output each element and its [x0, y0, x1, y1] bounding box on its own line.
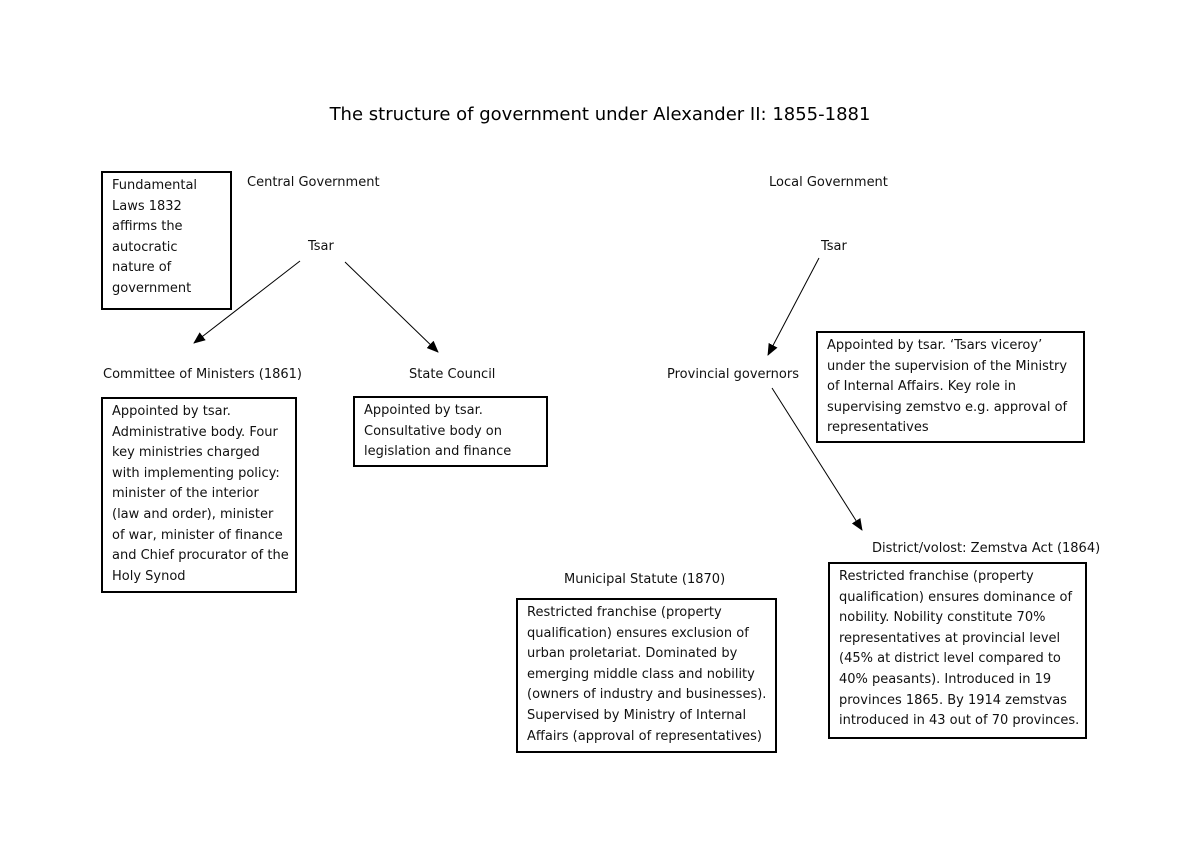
committee-line: key ministries charged [112, 445, 260, 461]
district-line: representatives at provincial level [839, 630, 1061, 646]
district-line: (45% at district level compared to [839, 651, 1061, 667]
state-council-line: legislation and finance [364, 444, 512, 460]
state-council-line: Consultative body on [364, 423, 502, 439]
committee-line: of war, minister of finance [112, 527, 283, 543]
state-council-line: Appointed by tsar. [364, 403, 483, 418]
district-volost-box [828, 562, 1087, 739]
municipal-line: emerging middle class and nobility [527, 666, 755, 682]
local-government-heading: Local Government [769, 175, 888, 190]
local-tsar-label: Tsar [821, 239, 847, 254]
committee-of-ministers-heading: Committee of Ministers (1861) [103, 367, 302, 382]
state-council-heading: State Council [409, 367, 496, 382]
municipal-statute-heading: Municipal Statute (1870) [564, 572, 726, 587]
municipal-line: Affairs (approval of representatives) [527, 728, 762, 744]
governors-line: supervising zemstvo e.g. approval of [827, 399, 1068, 415]
district-line: 40% peasants). Introduced in 19 [839, 671, 1052, 687]
fundamental-laws-line: government [112, 280, 192, 296]
central-government-heading: Central Government [247, 175, 380, 190]
fundamental-laws-line: nature of [112, 260, 172, 276]
district-line: provinces 1865. By 1914 zemstvas [839, 692, 1067, 708]
arrow-tsar-to-provincial-governors [768, 258, 819, 355]
committee-line: Appointed by tsar. [112, 404, 231, 419]
committee-line: Administrative body. Four [112, 424, 278, 440]
municipal-line: Supervised by Ministry of Internal [527, 707, 747, 723]
municipal-line: Restricted franchise (property [527, 605, 722, 620]
governors-line: under the supervision of the Ministry [827, 358, 1068, 374]
arrow-tsar-to-state-council [345, 262, 438, 352]
district-volost-heading: District/volost: Zemstva Act (1864) [872, 541, 1101, 556]
district-line: nobility. Nobility constitute 70% [839, 610, 1046, 626]
provincial-governors-box [816, 331, 1085, 443]
fundamental-laws-line: Fundamental [112, 178, 198, 193]
state-council-box [353, 396, 548, 467]
committee-of-ministers-box [101, 397, 297, 593]
district-line: introduced in 43 out of 70 provinces. [839, 713, 1080, 729]
committee-line: Holy Synod [112, 568, 186, 584]
committee-line: and Chief procurator of the [112, 548, 289, 564]
committee-line: minister of the interior [112, 486, 259, 502]
committee-line: (law and order), minister [112, 506, 274, 522]
municipal-line: qualification) ensures exclusion of [527, 625, 749, 641]
municipal-line: (owners of industry and businesses). [527, 687, 767, 703]
municipal-line: urban proletariat. Dominated by [527, 646, 738, 662]
district-line: qualification) ensures dominance of [839, 589, 1073, 605]
governors-line: of Internal Affairs. Key role in [827, 379, 1017, 395]
committee-line: with implementing policy: [112, 465, 280, 481]
municipal-statute-box [516, 598, 777, 753]
diagram-title: The structure of government under Alexander II: 1855-1881 [329, 104, 871, 125]
governors-line: representatives [827, 420, 929, 436]
district-line: Restricted franchise (property [839, 569, 1034, 584]
fundamental-laws-line: Laws 1832 [112, 198, 182, 214]
central-tsar-label: Tsar [308, 239, 334, 254]
governors-line: Appointed by tsar. ‘Tsars viceroy’ [827, 338, 1043, 353]
fundamental-laws-box [101, 171, 232, 310]
fundamental-laws-line: affirms the [112, 219, 183, 235]
fundamental-laws-line: autocratic [112, 239, 178, 255]
provincial-governors-heading: Provincial governors [667, 367, 799, 382]
